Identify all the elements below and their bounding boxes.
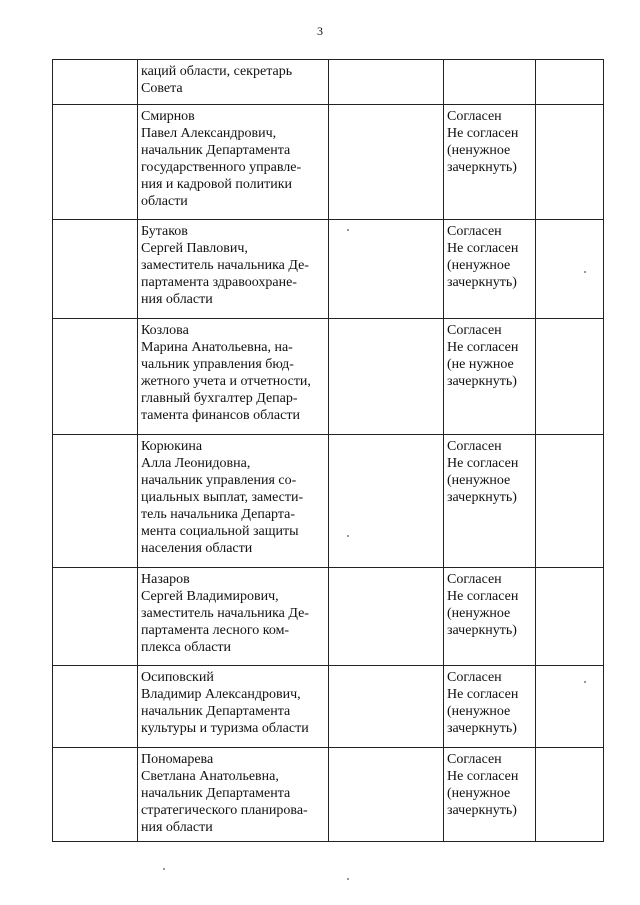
scan-speck — [163, 868, 165, 870]
person-text-line: жетного учета и отчетности, — [141, 374, 311, 389]
person-text-line: Алла Леонидовна, — [141, 456, 251, 471]
row-number-cell — [53, 568, 138, 666]
decision-text-line: зачеркнуть) — [447, 374, 517, 389]
decision-text-line: зачеркнуть) — [447, 721, 517, 736]
decision-text-line: Не согласен — [447, 589, 519, 604]
person-text-line: чальник управления бюд- — [141, 357, 294, 372]
signature-cell — [329, 220, 444, 319]
person-text-line: начальник Департамента — [141, 704, 291, 719]
table-row — [53, 666, 604, 748]
scan-speck — [347, 535, 349, 537]
person-text-line: каций области, секретарь — [141, 64, 293, 79]
person-text-line: стратегического планирова- — [141, 803, 308, 818]
person-text-line: партамента лесного ком- — [141, 623, 290, 638]
decision-text-line: Не согласен — [447, 769, 519, 784]
date-cell — [536, 60, 604, 105]
row-number-cell — [53, 666, 138, 748]
person-text-line: Марина Анатольевна, на- — [141, 340, 293, 355]
person-text-line: начальник управления со- — [141, 473, 297, 488]
scan-speck — [584, 271, 586, 273]
signature-cell — [329, 105, 444, 220]
person-text-line: заместитель начальника Де- — [141, 258, 309, 273]
person-cell — [138, 748, 329, 842]
person-cell — [138, 568, 329, 666]
person-text-line: главный бухгалтер Депар- — [141, 391, 298, 406]
person-text-line: Смирнов — [141, 109, 195, 124]
person-text-line: Сергей Павлович, — [141, 241, 248, 256]
table-row — [53, 748, 604, 842]
person-text-line: государственного управле- — [141, 160, 302, 175]
person-cell — [138, 319, 329, 435]
person-text-line: Светлана Анатольевна, — [141, 769, 279, 784]
person-text-line: мента социальной защиты — [141, 524, 299, 539]
person-text-line: заместитель начальника Де- — [141, 606, 309, 621]
person-text-line: ния области — [141, 820, 213, 835]
signature-cell — [329, 666, 444, 748]
decision-text-line: зачеркнуть) — [447, 490, 517, 505]
date-cell — [536, 220, 604, 319]
date-cell — [536, 666, 604, 748]
decision-text-line: Не согласен — [447, 241, 519, 256]
person-cell — [138, 60, 329, 105]
person-text-line: культуры и туризма области — [141, 721, 309, 736]
decision-text-line: Согласен — [447, 323, 502, 338]
decision-text-line: (ненужное — [447, 704, 511, 719]
decision-text-line: Согласен — [447, 572, 502, 587]
person-text-line: Назаров — [141, 572, 190, 587]
decision-text-line: Не согласен — [447, 687, 519, 702]
decision-text-line: (не нужное — [447, 357, 514, 372]
decision-text-line: (ненужное — [447, 473, 511, 488]
person-text-line: Владимир Александрович, — [141, 687, 301, 702]
decision-text-line: Не согласен — [447, 126, 519, 141]
signature-cell — [329, 748, 444, 842]
person-text-line: Козлова — [141, 323, 189, 338]
person-text-line: циальных выплат, замести- — [141, 490, 304, 505]
decision-text-line: Не согласен — [447, 456, 519, 471]
person-cell — [138, 666, 329, 748]
decision-text-line: зачеркнуть) — [447, 623, 517, 638]
person-text-line: Пономарева — [141, 752, 214, 767]
person-text-line: Сергей Владимирович, — [141, 589, 279, 604]
person-text-line: Корюкина — [141, 439, 203, 454]
row-number-cell — [53, 220, 138, 319]
decision-text-line: зачеркнуть) — [447, 275, 517, 290]
scan-speck — [347, 229, 349, 231]
person-cell — [138, 435, 329, 568]
person-text-line: начальник Департамента — [141, 786, 291, 801]
date-cell — [536, 105, 604, 220]
scan-speck — [347, 878, 349, 880]
decision-text-line: Согласен — [447, 224, 502, 239]
decision-text-line: Согласен — [447, 439, 502, 454]
decision-text-line: зачеркнуть) — [447, 160, 517, 175]
decision-text-line: Согласен — [447, 670, 502, 685]
person-text-line: партамента здравоохране- — [141, 275, 297, 290]
decision-cell — [444, 435, 536, 568]
row-number-cell — [53, 105, 138, 220]
signature-cell — [329, 60, 444, 105]
signature-cell — [329, 568, 444, 666]
table-row — [53, 568, 604, 666]
date-cell — [536, 748, 604, 842]
decision-cell — [444, 60, 536, 105]
decision-cell — [444, 748, 536, 842]
decision-text-line: Не согласен — [447, 340, 519, 355]
decision-cell — [444, 105, 536, 220]
person-text-line: ния области — [141, 292, 213, 307]
person-text-line: тамента финансов области — [141, 408, 300, 423]
decision-text-line: Согласен — [447, 752, 502, 767]
person-text-line: Совета — [141, 81, 183, 96]
decision-cell — [444, 220, 536, 319]
table-row — [53, 435, 604, 568]
decision-text-line: (ненужное — [447, 786, 511, 801]
person-text-line: ния и кадровой политики — [141, 177, 293, 192]
approval-table-body — [53, 60, 604, 842]
approval-table — [52, 59, 604, 842]
row-number-cell — [53, 748, 138, 842]
row-number-cell — [53, 319, 138, 435]
decision-text-line: (ненужное — [447, 143, 511, 158]
person-text-line: Павел Александрович, — [141, 126, 277, 141]
decision-text-line: (ненужное — [447, 258, 511, 273]
person-text-line: Бутаков — [141, 224, 188, 239]
row-number-cell — [53, 60, 138, 105]
person-text-line: тель начальника Департа- — [141, 507, 296, 522]
decision-text-line: Согласен — [447, 109, 502, 124]
scan-speck — [584, 681, 586, 683]
person-cell — [138, 220, 329, 319]
page-number: 3 — [317, 24, 323, 38]
person-text-line: плекса области — [141, 640, 232, 655]
person-cell — [138, 105, 329, 220]
signature-cell — [329, 319, 444, 435]
decision-cell — [444, 568, 536, 666]
decision-cell — [444, 666, 536, 748]
decision-text-line: (ненужное — [447, 606, 511, 621]
table-row — [53, 105, 604, 220]
date-cell — [536, 568, 604, 666]
row-number-cell — [53, 435, 138, 568]
person-text-line: Осиповский — [141, 670, 214, 685]
person-text-line: начальник Департамента — [141, 143, 291, 158]
table-row — [53, 60, 604, 105]
signature-cell — [329, 435, 444, 568]
table-row — [53, 220, 604, 319]
person-text-line: области — [141, 194, 188, 209]
decision-cell — [444, 319, 536, 435]
table-row — [53, 319, 604, 435]
decision-text-line: зачеркнуть) — [447, 803, 517, 818]
person-text-line: населения области — [141, 541, 253, 556]
date-cell — [536, 435, 604, 568]
date-cell — [536, 319, 604, 435]
